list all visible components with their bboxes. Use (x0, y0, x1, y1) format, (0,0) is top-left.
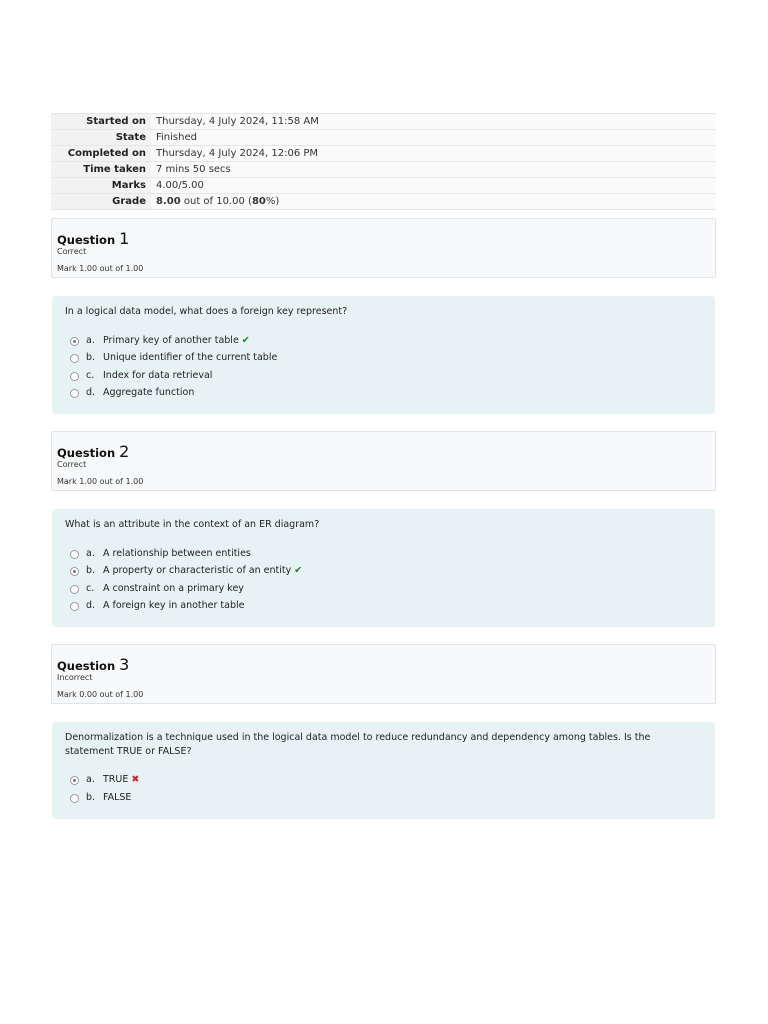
question-number: 2 (119, 442, 130, 461)
summary-label: Marks (51, 178, 151, 194)
option-text: TRUE (103, 774, 129, 785)
question-title (57, 442, 129, 461)
attempt-summary-table (51, 113, 716, 210)
option-letter: a. (86, 774, 95, 785)
cross-icon: ✖ (131, 774, 140, 785)
question-label: Question (57, 659, 116, 673)
question-state: Correct (57, 460, 87, 469)
option-text: FALSE (103, 792, 132, 803)
radio-unselected[interactable] (70, 372, 79, 381)
question-number: 1 (119, 229, 130, 248)
question-title (57, 655, 129, 674)
summary-label: Started on (51, 114, 151, 130)
summary-value: 7 mins 50 secs (151, 162, 716, 178)
radio-unselected[interactable] (70, 550, 79, 559)
radio-selected[interactable] (70, 567, 79, 576)
option-letter: d. (86, 600, 96, 611)
grade-score: 8.00 (156, 196, 181, 207)
check-icon: ✔ (241, 335, 250, 346)
option-text: Unique identifier of the current table (103, 352, 278, 363)
summary-row-time-taken (51, 162, 716, 178)
question-mark: Mark 1.00 out of 1.00 (57, 264, 144, 273)
option-text: Index for data retrieval (103, 370, 213, 381)
summary-value: Finished (151, 130, 716, 146)
radio-unselected[interactable] (70, 602, 79, 611)
radio-selected[interactable] (70, 337, 79, 346)
question-label: Question (57, 446, 116, 460)
option-letter: b. (86, 565, 96, 576)
option-letter: c. (86, 370, 95, 381)
question-body-2 (52, 509, 715, 627)
radio-unselected[interactable] (70, 354, 79, 363)
summary-label: Completed on (51, 146, 151, 162)
summary-row-state (51, 130, 716, 146)
grade-value (151, 194, 716, 210)
option-letter: a. (86, 335, 95, 346)
summary-row-started (51, 114, 716, 130)
question-body-1 (52, 296, 715, 414)
question-mark: Mark 1.00 out of 1.00 (57, 477, 144, 486)
option-text: A constraint on a primary key (103, 583, 244, 594)
question-state: Incorrect (57, 673, 93, 682)
question-text: Denormalization is a technique used in the logical data model to reduce redundancy and dependency among tables. Is the statement TRUE or FALSE? (65, 732, 651, 757)
grade-end-text: %) (265, 196, 280, 207)
option-letter: c. (86, 583, 95, 594)
option-text: A foreign key in another table (103, 600, 245, 611)
option-letter: a. (86, 548, 95, 559)
check-icon: ✔ (294, 565, 303, 576)
radio-selected[interactable] (70, 776, 79, 785)
question-body-3 (52, 722, 715, 819)
summary-value: Thursday, 4 July 2024, 12:06 PM (151, 146, 716, 162)
option-letter: d. (86, 387, 96, 398)
question-state: Correct (57, 247, 87, 256)
question-info-1 (51, 218, 716, 278)
question-text: In a logical data model, what does a foreign key represent? (65, 306, 348, 317)
grade-mid-text: out of 10.00 ( (180, 196, 252, 207)
option-text: A property or characteristic of an entity (103, 565, 292, 576)
radio-unselected[interactable] (70, 389, 79, 398)
question-text: What is an attribute in the context of an ER diagram? (65, 519, 320, 530)
summary-label: Grade (51, 194, 151, 210)
option-text: Primary key of another table (103, 335, 239, 346)
summary-row-completed (51, 146, 716, 162)
question-label: Question (57, 233, 116, 247)
option-text: A relationship between entities (103, 548, 251, 559)
summary-row-grade (51, 194, 716, 210)
grade-percent: 80 (251, 196, 266, 207)
summary-row-marks (51, 178, 716, 194)
option-letter: b. (86, 352, 96, 363)
radio-unselected[interactable] (70, 794, 79, 803)
question-info-3 (51, 644, 716, 704)
summary-label: Time taken (51, 162, 151, 178)
radio-unselected[interactable] (70, 585, 79, 594)
question-number: 3 (119, 655, 130, 674)
option-letter: b. (86, 792, 96, 803)
question-title (57, 229, 129, 248)
option-text: Aggregate function (103, 387, 195, 398)
summary-value: 4.00/5.00 (151, 178, 716, 194)
question-info-2 (51, 431, 716, 491)
summary-value: Thursday, 4 July 2024, 11:58 AM (151, 114, 716, 130)
summary-label: State (51, 130, 151, 146)
question-mark: Mark 0.00 out of 1.00 (57, 690, 144, 699)
